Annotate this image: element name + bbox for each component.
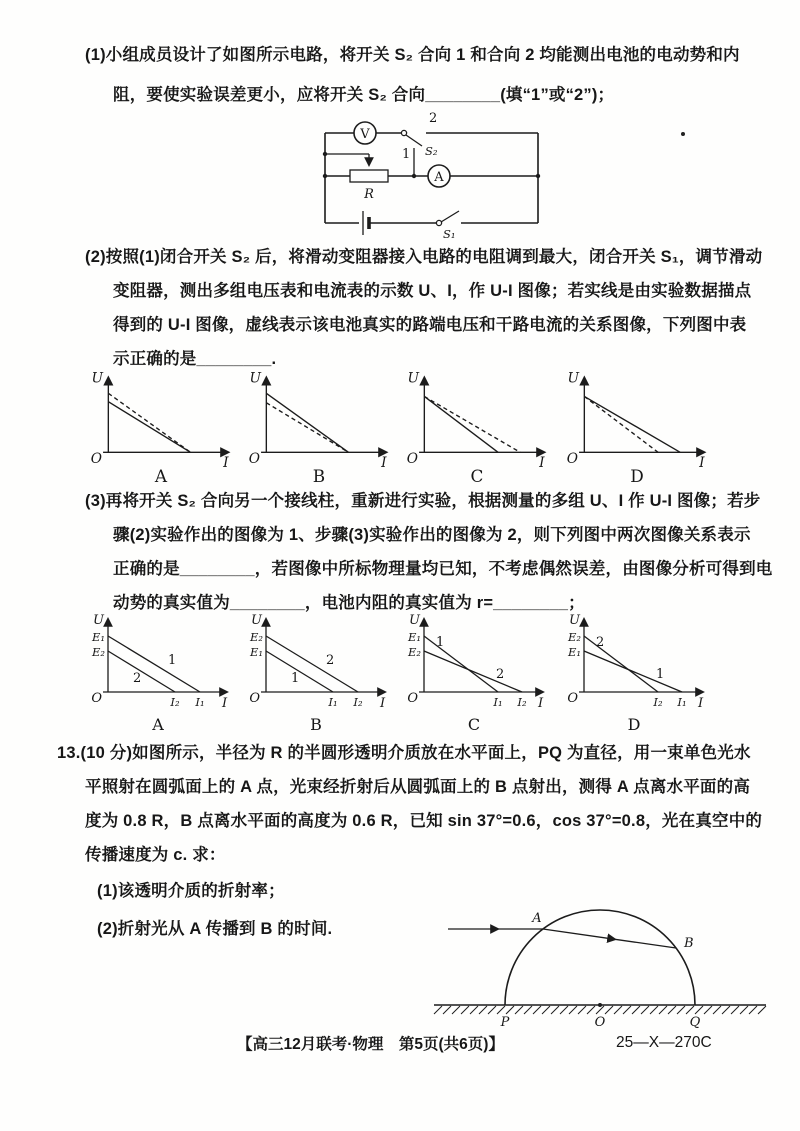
current-label-left: I₂ [653,695,663,709]
question-1 [85,44,740,118]
question-3-line: 正确的是________，若图像中所标物理量均已知，不考虑偶然误差，由图像分析可得到电 [113,560,773,578]
graph-option-a [82,370,240,484]
current-label-right: I₁ [195,695,205,709]
curve-number-inner: 1 [291,671,300,686]
graph2-option-b [236,612,396,734]
question-13-line: 平照射在圆弧面上的 A 点，光束经折射后从圆弧面上的 B 点射出，测得 A 点离水平面的高 [85,778,751,796]
ground-hatching [434,1006,766,1014]
measured-line [424,396,498,452]
question-3-line: (3)再将开关 S₂ 合向另一个接线柱，重新进行实验，根据测量的多组 U、I 作 U-I 图像；若步 [85,492,761,510]
switch-s1-blade [441,211,459,222]
option-letter: D [630,465,644,484]
point-b-label: B [684,936,694,951]
x-axis-label: I [222,696,228,711]
footer-title: 【高三12月联考·物理 第5页(共6页)】 [237,1036,504,1053]
origin-label: O [90,450,103,467]
switch-s1-pivot [436,220,441,225]
graph2-option-d [554,612,714,734]
optics-diagram [430,900,770,1035]
question-3-line: 动势的真实值为________，电池内阻的真实值为 r=________； [113,594,585,612]
origin-label: O [407,691,418,706]
switch-s2-label: S₂ [425,144,438,158]
emf-label-bottom: E₂ [91,645,105,659]
question-13-subparts [97,880,332,952]
emf-label-top: E₁ [407,630,421,644]
question-2-line: (2)按照(1)闭合开关 S₂ 后，将滑动变阻器接入电路的电阻调到最大，闭合开关 S₁，调节滑动 [85,248,763,266]
origin-label: O [406,450,419,467]
question-13-line: 传播速度为 c. 求： [85,846,226,864]
question-1-line: (1)小组成员设计了如图所示电路，将开关 S₂ 合向 1 和合向 2 均能测出电池的电动势和内 [85,46,740,64]
point-q-label: Q [689,1015,701,1030]
origin-label: O [566,450,579,467]
option-letter: A [152,715,164,734]
x-axis-label: I [698,696,704,711]
emf-label-bottom: E₁ [567,645,581,659]
question-2 [85,246,762,382]
emf-label-top: E₁ [91,630,105,644]
question-2-line: 示正确的是________. [113,350,277,368]
current-label-left: I₂ [170,695,180,709]
y-axis-label: U [409,613,420,628]
line-outer [266,636,358,692]
voltmeter-label: V [360,127,370,142]
question-3 [85,490,773,626]
question-13-sub1: (1)该透明介质的折射率； [97,882,285,900]
emf-label-top: E₂ [567,630,581,644]
line-outer [108,636,200,692]
origin-label: O [91,691,102,706]
scan-speck [681,132,685,136]
y-axis-label: U [91,370,104,387]
true-line-dashed [266,403,348,453]
y-axis-label: U [249,370,262,387]
true-line-dashed [424,396,520,452]
rheostat-label: R [364,187,374,202]
graph-option-b [240,370,398,484]
line-shallow [424,651,522,692]
measured-line [108,402,190,453]
refracted-ray [615,939,676,948]
measured-line [584,396,680,452]
question-2-line: 变阻器，测出多组电压表和电流表的示数 U、I，作 U-I 图像；若实线是由实验数据描点 [113,282,752,300]
point-p-label: P [500,1015,510,1030]
y-axis-label: U [407,370,420,387]
y-axis-label: U [251,613,262,628]
option-letter: B [310,715,322,734]
x-axis-label: I [223,455,229,472]
switch-s2-blade [406,135,422,146]
true-line-dashed [584,396,658,452]
true-line-dashed [108,393,190,452]
option-letter: C [467,715,481,734]
curve-number-inner: 2 [133,671,142,686]
circuit-diagram [310,108,555,240]
current-label-left: I₁ [493,695,503,709]
question-1-line: 阻，要使实验误差更小，应将开关 S₂ 合向________(填“1”或“2”)； [113,86,615,104]
question-2-line: 得到的 U-I 图像，虚线表示该电池真实的路端电压和干路电流的关系图像，下列图中表 [113,316,747,334]
measured-line [266,393,348,452]
current-label-left: I₁ [328,695,338,709]
origin-label: O [249,691,260,706]
current-label-right: I₂ [517,695,527,709]
graph-option-c [398,370,556,484]
x-axis-label: I [699,455,705,472]
question-13-sub2: (2)折射光从 A 传播到 B 的时间. [97,920,333,938]
question-3-line: 骤(2)实验作出的图像为 1、步骤(3)实验作出的图像为 2，则下列图中两次图像关系表示 [113,526,751,544]
question-13-line: 度为 0.8 R，B 点离水平面的高度为 0.6 R，已知 sin 37°=0.6，cos 37°=0.8，光在真空中的 [85,812,763,830]
origin-label: O [248,450,261,467]
y-axis-label: U [567,370,580,387]
switch-s1-label: S₁ [443,227,456,240]
x-axis-label: I [381,455,387,472]
emf-label-bottom: E₂ [407,645,421,659]
x-axis-label: I [539,455,545,472]
y-axis-label: U [93,613,104,628]
x-axis-label: I [538,696,544,711]
point-a-label: A [532,911,542,926]
switch-s2-pivot [401,130,406,135]
curve-number-outer: 2 [326,653,335,668]
origin-label: O [567,691,578,706]
option-letter: A [154,465,168,484]
current-label-right: I₁ [677,695,687,709]
curve-number-shallow: 1 [656,667,665,682]
terminal-1-label: 1 [402,147,411,162]
graph2-option-c [394,612,554,734]
option-letter: C [470,465,484,484]
option-letter: D [627,715,641,734]
refracted-ray [543,929,615,939]
emf-label-bottom: E₁ [249,645,263,659]
y-axis-label: U [569,613,580,628]
x-axis-label: I [380,696,386,711]
graph-option-d [558,370,716,484]
footer-code: 25—X—270C [616,1034,712,1051]
ammeter-label: A [434,170,444,185]
curve-number-steep: 1 [436,635,445,650]
graph2-option-a [78,612,238,734]
question-13-line: 13.(10 分)如图所示，半径为 R 的半圆形透明介质放在水平面上，PQ 为直径，用一束单色光水 [57,744,751,762]
point-o-label: O [594,1015,606,1030]
center-point [598,1003,602,1007]
question-13 [57,742,762,878]
curve-number-shallow: 2 [496,667,505,682]
emf-label-top: E₂ [249,630,263,644]
rheostat-symbol [350,170,388,182]
current-label-right: I₂ [353,695,363,709]
option-letter: B [312,465,326,484]
terminal-2-label: 2 [429,111,438,126]
line-shallow [584,651,682,692]
curve-number-outer: 1 [168,653,177,668]
curve-number-steep: 2 [596,635,605,650]
